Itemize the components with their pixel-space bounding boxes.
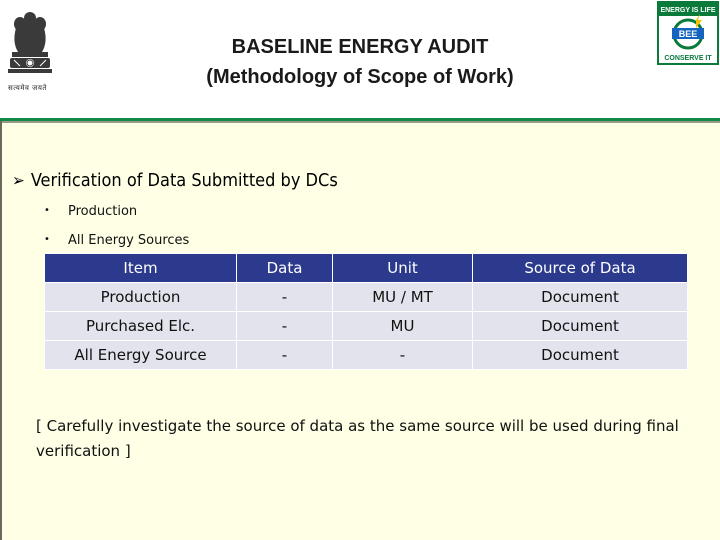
verification-table [44,253,688,370]
emblem-caption: सत्यमेव जयते [8,84,47,92]
table-cell: MU / MT [333,283,473,312]
slide-title: BASELINE ENERGY AUDIT [231,36,489,58]
table-cell: Document [473,341,688,370]
column-header-source: Source of Data [473,254,688,283]
table-cell: - [237,312,333,341]
table-cell: MU [333,312,473,341]
table-header-row [45,254,688,283]
table-cell: - [333,341,473,370]
table-cell: All Energy Source [45,341,237,370]
table-cell: Document [473,312,688,341]
content-panel [0,121,720,540]
arrow-bullet-icon: ➢ [12,171,25,191]
section-heading [12,170,338,191]
bullet-text: All Energy Sources [68,233,190,248]
verification-note: [ Carefully investigate the source of data as the same source will be used during final verification ] [36,417,679,460]
bee-logo-bottom-text: CONSERVE IT [664,55,712,62]
content-top-border [2,121,720,123]
table-row [45,312,688,341]
column-header-data: Data [237,254,333,283]
table-row [45,283,688,312]
bee-logo [656,0,720,66]
bullet-item [44,233,189,248]
section-heading-text: Verification of Data Submitted by DCs [30,170,338,191]
column-header-item: Item [45,254,237,283]
national-emblem-icon [4,4,56,94]
bullet-dot-icon: • [44,205,50,216]
column-header-unit: Unit [333,254,473,283]
table-cell: Document [473,283,688,312]
slide-subtitle: (Methodology of Scope of Work) [206,66,514,88]
slide-header [0,0,720,120]
bullet-text: Production [68,204,138,219]
bee-logo-mid-text: BEE [678,29,698,39]
bee-logo-top-text: ENERGY IS LIFE [660,7,716,14]
bullet-dot-icon: • [44,234,50,245]
table-row [45,341,688,370]
table-cell: Production [45,283,237,312]
bullet-item [44,204,137,219]
table-cell: - [237,283,333,312]
table-cell: - [237,341,333,370]
table-cell: Purchased Elc. [45,312,237,341]
